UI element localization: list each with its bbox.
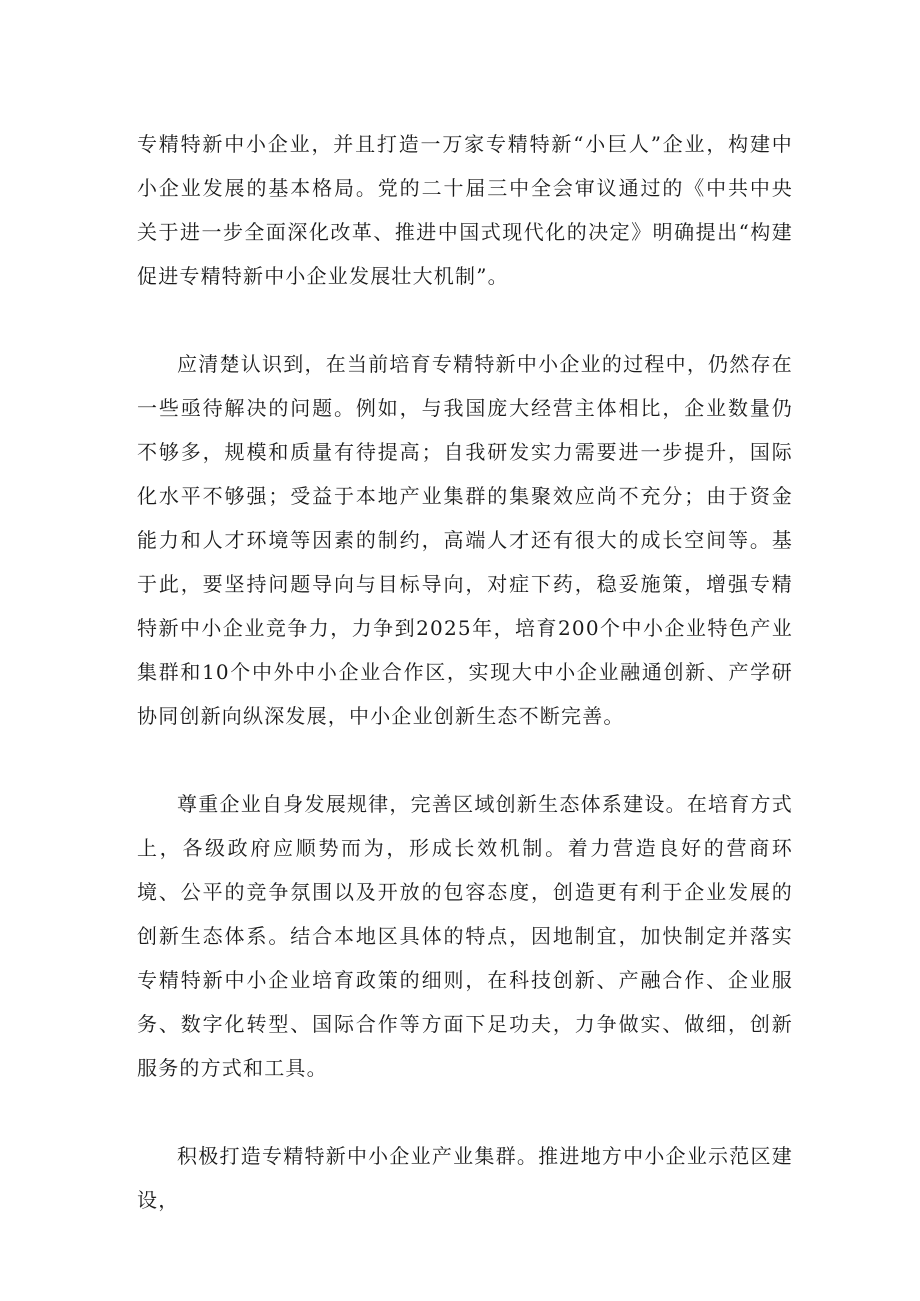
paragraph-4: 积极打造专精特新中小企业产业集群。推进地方中小企业示范区建设， [137, 1144, 793, 1212]
paragraph-2: 应清楚认识到，在当前培育专精特新中小企业的过程中，仍然存在一些亟待解决的问题。例如，与我国庞大经营主体相比，企业数量仍不够多，规模和质量有待提高；自我研发实力需要进一步提升，国际化水平不够强；受益于本地产业集群的集聚效应尚不充分；由于资金能力和人才环境等因素的制约，高端人才还有很大的成长空间等。基于此，要坚持问题导向与目标导向，对症下药，稳妥施策，增强专精特新中小企业竞争力，力争到2025年，培育200个中小企业特色产业集群和10个中外中小企业合作区，实现大中小企业融通创新、产学研协同创新向纵深发展，中小企业创新生态不断完善。 [137, 352, 793, 728]
paragraph-3: 尊重企业自身发展规律，完善区域创新生态体系建设。在培育方式上，各级政府应顺势而为，形成长效机制。着力营造良好的营商环境、公平的竞争氛围以及开放的包容态度，创造更有利于企业发展的创新生态体系。结合本地区具体的特点，因地制宜，加快制定并落实专精特新中小企业培育政策的细则，在科技创新、产融合作、企业服务、数字化转型、国际合作等方面下足功夫，力争做实、做细，创新服务的方式和工具。 [137, 792, 793, 1080]
paragraph-gap [137, 1090, 793, 1134]
paragraph-1: 专精特新中小企业，并且打造一万家专精特新“小巨人”企业，构建中小企业发展的基本格局。党的二十届三中全会审议通过的《中共中央关于进一步全面深化改革、推进中国式现代化的决定》明确提出“构建促进专精特新中小企业发展壮大机制”。 [137, 132, 793, 288]
paragraph-gap [137, 298, 793, 342]
paragraph-gap [137, 738, 793, 782]
document-body [137, 122, 793, 1222]
